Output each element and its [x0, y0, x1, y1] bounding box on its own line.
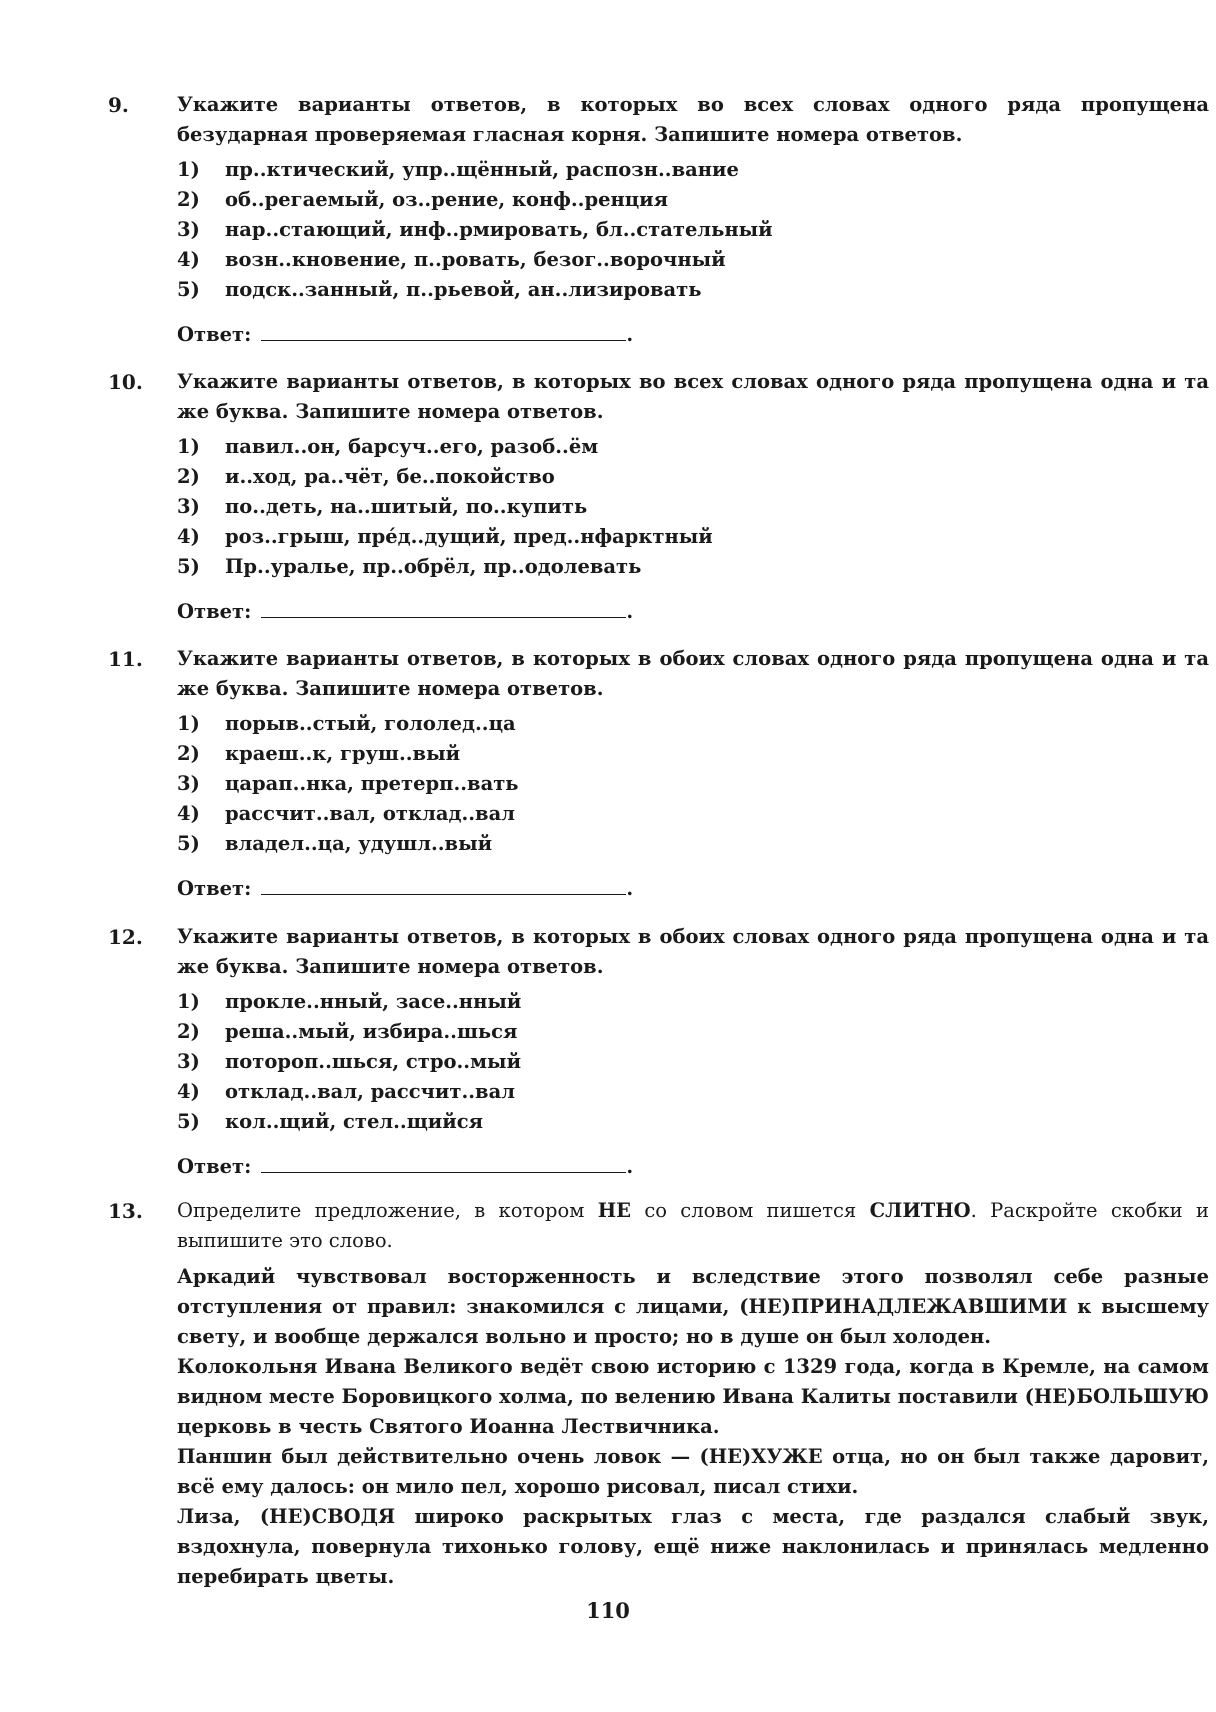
option-1: 1) павил..он, барсуч..его, разоб..ём: [177, 435, 599, 458]
page-number: 110: [586, 1598, 630, 1623]
option-3: 3) по..деть, на..шитый, по..купить: [177, 495, 588, 518]
answer-line[interactable]: [261, 318, 626, 341]
answer-label: Ответ:: [177, 877, 252, 900]
task-question: Укажите варианты ответов, в которых в обоих словах одного ряда пропущена одна и та же буква. Запишите номера ответов.: [177, 647, 1209, 700]
option-1: 1) пр..ктический, упр..щённый, распозн..вание: [177, 158, 739, 181]
passage-sentence-4: Лиза, (НЕ)СВОДЯ широко раскрытых глаз с места, где раздался слабый звук, вздохнула, повернула тихонько голову, ещё ниже наклонилась и принялась медленно перебирать цветы.: [177, 1505, 1209, 1588]
answer-field[interactable]: Ответ: .: [177, 872, 633, 904]
option-2: 2) об..регаемый, оз..рение, конф..ренция: [177, 188, 669, 211]
options-list: [177, 987, 521, 1137]
option-4: 4) отклад..вал, рассчит..вал: [177, 1080, 515, 1103]
task-question: Укажите варианты ответов, в которых во всех словах одного ряда пропущена безударная проверяемая гласная корня. Запишите номера ответов.: [177, 93, 1209, 146]
option-5: 5) подск..занный, п..рьевой, ан..лизировать: [177, 278, 702, 301]
answer-field[interactable]: Ответ: .: [177, 1150, 633, 1182]
task-number: 9.: [108, 93, 129, 117]
option-2: 2) и..ход, ра..чёт, бе..покойство: [177, 465, 555, 488]
option-4: 4) рассчит..вал, отклад..вал: [177, 802, 515, 825]
option-5: 5) кол..щий, стел..щийся: [177, 1110, 484, 1133]
task-question: Определите предложение, в котором НЕ со словом пишется СЛИТНО. Раскройте скобки и выпишите это слово.: [177, 1199, 1209, 1252]
option-4: 4) возн..кновение, п..ровать, безог..ворочный: [177, 248, 726, 271]
option-5: 5) Пр..уралье, пр..обрёл, пр..одолевать: [177, 555, 642, 578]
task-number: 11.: [108, 647, 143, 671]
answer-line[interactable]: [261, 1150, 626, 1173]
passage-sentence-1: Аркадий чувствовал восторженность и вследствие этого позволял себе разные отступления от правил: знакомился с лицами, (НЕ)ПРИНАДЛЕЖАВШИМИ к высшему свету, и вообще держался вольно и просто; но в душе он был холоден.: [177, 1265, 1209, 1348]
options-list: [177, 432, 713, 582]
option-1: 1) прокле..нный, засе..нный: [177, 990, 522, 1013]
passage-sentence-2: Колокольня Ивана Великого ведёт свою историю с 1329 года, когда в Кремле, на самом видном месте Боровицкого холма, по велению Ивана Калиты поставили (НЕ)БОЛЬШУЮ церковь в честь Святого Иоанна Лествичника.: [177, 1355, 1209, 1438]
option-1: 1) порыв..стый, гололед..ца: [177, 712, 516, 735]
answer-field[interactable]: Ответ: .: [177, 318, 633, 350]
task-question: Укажите варианты ответов, в которых во всех словах одного ряда пропущена одна и та же буква. Запишите номера ответов.: [177, 370, 1209, 423]
answer-field[interactable]: Ответ: .: [177, 595, 633, 627]
task-question: Укажите варианты ответов, в которых в обоих словах одного ряда пропущена одна и та же буква. Запишите номера ответов.: [177, 925, 1209, 978]
answer-label: Ответ:: [177, 323, 252, 346]
task-number: 13.: [108, 1199, 143, 1223]
options-list: [177, 709, 519, 859]
option-2: 2) краеш..к, груш..вый: [177, 742, 461, 765]
option-2: 2) реша..мый, избира..шься: [177, 1020, 518, 1043]
answer-line[interactable]: [261, 595, 626, 618]
task-number: 10.: [108, 370, 143, 394]
option-4: 4) роз..грыш, пре́д..дущий, пред..нфарктный: [177, 525, 713, 548]
option-3: 3) потороп..шься, стро..мый: [177, 1050, 522, 1073]
option-5: 5) владел..ца, удушл..вый: [177, 832, 493, 855]
answer-line[interactable]: [261, 872, 626, 895]
passage-sentence-3: Паншин был действительно очень ловок — (НЕ)ХУЖЕ отца, но он был также даровит, всё ему далось: он мило пел, хорошо рисовал, писал стихи.: [177, 1445, 1209, 1498]
option-3: 3) царап..нка, претерп..вать: [177, 772, 519, 795]
answer-label: Ответ:: [177, 1155, 252, 1178]
task-number: 12.: [108, 925, 143, 949]
answer-label: Ответ:: [177, 600, 252, 623]
option-3: 3) нар..стающий, инф..рмировать, бл..стательный: [177, 218, 773, 241]
options-list: [177, 155, 773, 305]
